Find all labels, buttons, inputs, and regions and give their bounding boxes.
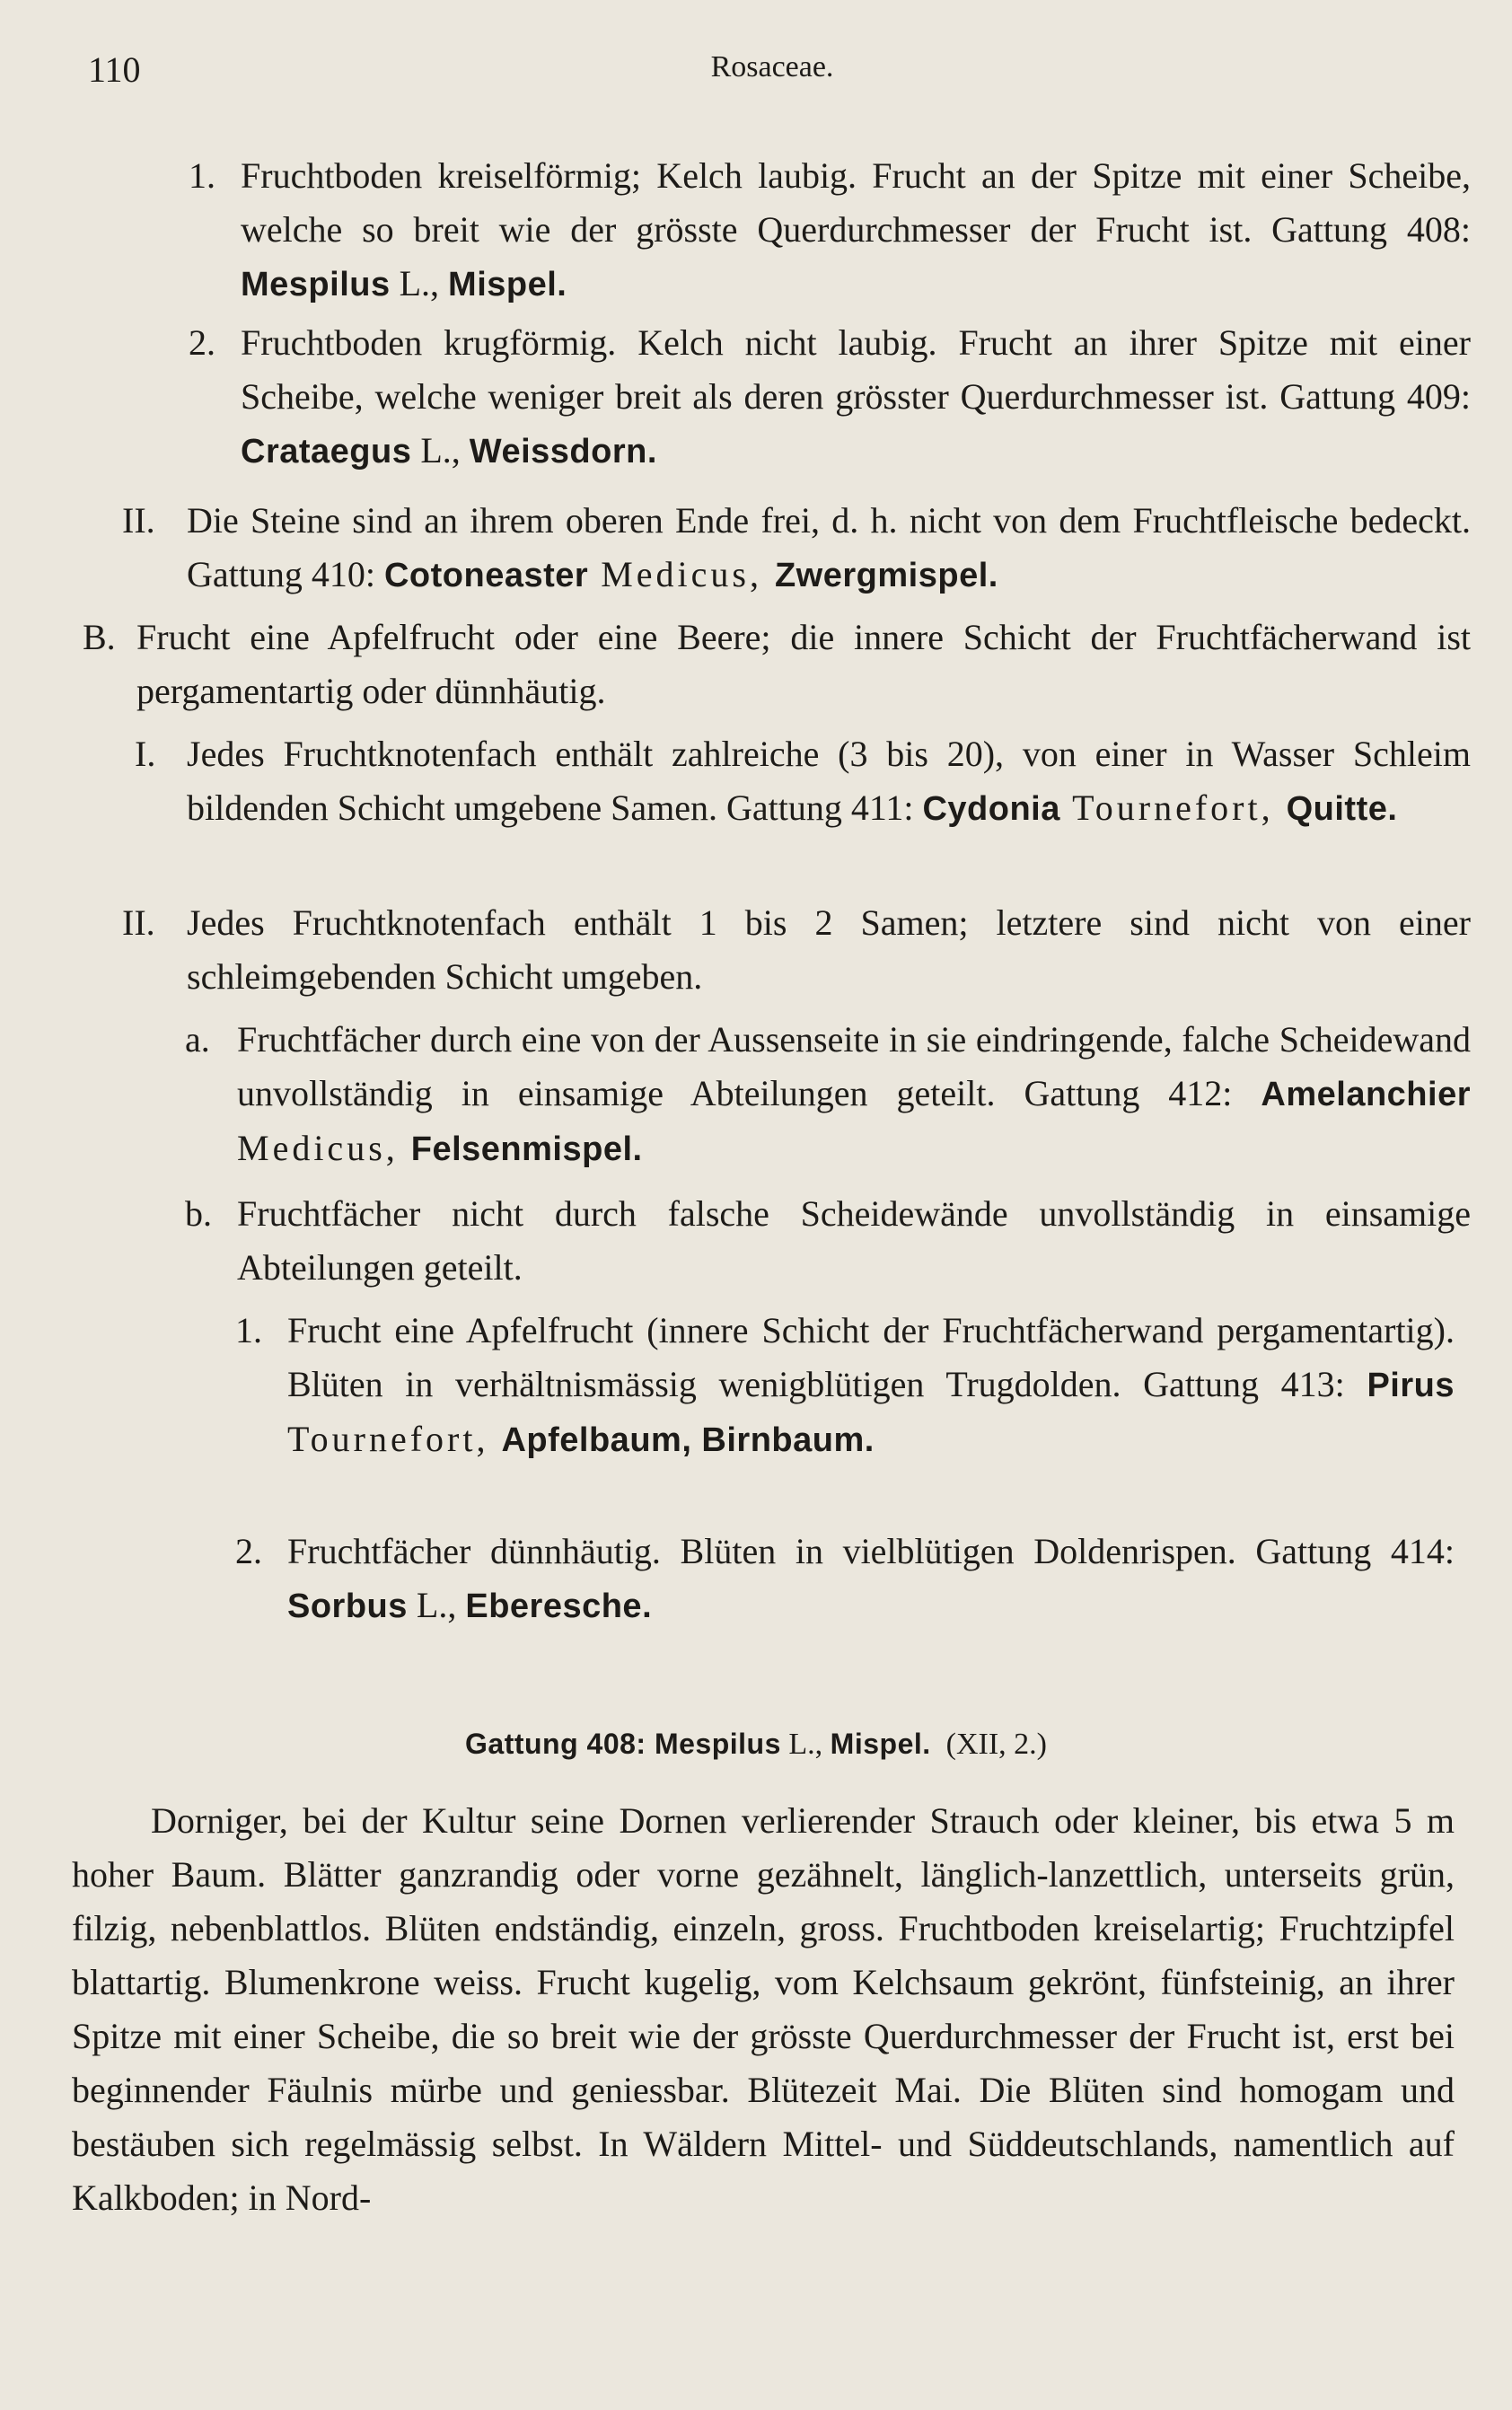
key-text: Fruchtfächer dünnhäutig. Blüten in vielblütigen Doldenrispen. Gattung 414: bbox=[287, 1531, 1455, 1571]
key-entry-a-i-2 bbox=[189, 316, 1471, 479]
key-entry-b-i bbox=[135, 727, 1471, 836]
key-text: Fruchtfächer durch eine von der Aussenseite in sie eindringende, falche Scheidewand unvollständig in einsamige Abteilungen geteilt. Gattung 412: bbox=[237, 1019, 1471, 1113]
key-text: Fruchtfächer nicht durch falsche Scheidewände unvollständig in einsamige Abteilungen geteilt. bbox=[237, 1193, 1471, 1288]
heading-common-name: Mispel. bbox=[830, 1728, 931, 1760]
key-text: Fruchtboden krugförmig. Kelch nicht laubig. Frucht an ihrer Spitze mit einer Scheibe, welche weniger breit als deren grösster Querdurchmesser ist. Gattung 409: bbox=[241, 322, 1471, 417]
key-entry-b-ii-b-1 bbox=[235, 1304, 1455, 1467]
genus-author: L., bbox=[411, 430, 470, 471]
key-entry-a-ii bbox=[122, 494, 1471, 602]
key-marker: 1. bbox=[235, 1310, 262, 1350]
key-text: Jedes Fruchtknotenfach enthält 1 bis 2 Samen; letztere sind nicht von einer schleimgebenden Schicht umgeben. bbox=[187, 902, 1471, 997]
common-name: Eberesche. bbox=[465, 1588, 653, 1625]
genus-name: Cotoneaster bbox=[383, 557, 589, 594]
key-marker: b. bbox=[185, 1193, 212, 1234]
genus-name: Sorbus bbox=[287, 1588, 408, 1625]
genus-author: L., bbox=[390, 263, 449, 303]
genus-author: Medicus, bbox=[237, 1128, 411, 1168]
common-name: Quitte. bbox=[1286, 790, 1398, 828]
genus-name: Pirus bbox=[1367, 1367, 1455, 1404]
genus-name: Amelanchier bbox=[1261, 1076, 1471, 1113]
key-entry-b-ii bbox=[122, 896, 1471, 1004]
genus-name: Mespilus bbox=[241, 266, 391, 303]
genus-description: Dorniger, bei der Kultur seine Dornen verlierender Strauch oder kleiner, bis etwa 5 m hoher Baum. Blätter ganzrandig oder vorne gezähnelt, länglich-lanzettlich, unterseits grün, filzig, nebenblattlos. Blüten endständig, einzeln, gross. Fruchtboden kreiselartig; Fruchtzipfel blattartig. Blumenkrone weiss. Frucht kugelig, vom Kelchsaum gekrönt, fünfsteinig, an ihrer Spitze mit einer Scheibe, die so breit wie der grösste Querdurchmesser der Frucht ist, erst bei beginnender Fäulnis mürbe und geniessbar. Blütezeit Mai. Die Blüten sind homogam und bestäuben sich regelmässig selbst. In Wäldern Mittel- und Süddeutschlands, namentlich auf Kalkboden; in Nord- bbox=[72, 1800, 1455, 2218]
key-entry-b bbox=[83, 611, 1471, 718]
heading-author: L., bbox=[780, 1728, 831, 1761]
key-entry-b-ii-a bbox=[185, 1013, 1471, 1176]
common-name: Apfelbaum, Birnbaum. bbox=[501, 1421, 875, 1459]
heading-genus: Mespilus bbox=[654, 1728, 781, 1760]
common-name: Mispel. bbox=[448, 266, 567, 303]
genus-author: Medicus, bbox=[588, 554, 775, 594]
genus-name: Crataegus bbox=[241, 433, 412, 471]
heading-prefix: Gattung 408: bbox=[465, 1728, 655, 1760]
key-marker: 1. bbox=[189, 155, 215, 196]
page-number: 110 bbox=[88, 49, 141, 90]
genus-author: L., bbox=[407, 1585, 466, 1625]
running-head: Rosaceae. bbox=[710, 50, 834, 84]
genus-name: Cydonia bbox=[922, 790, 1060, 828]
common-name: Zwergmispel. bbox=[774, 557, 998, 594]
key-marker: II. bbox=[122, 500, 155, 541]
common-name: Weissdorn. bbox=[469, 433, 657, 471]
key-marker: B. bbox=[83, 617, 116, 657]
key-marker: 2. bbox=[189, 322, 215, 363]
key-entry-a-i-1 bbox=[189, 149, 1471, 312]
key-entry-b-ii-b-2 bbox=[235, 1525, 1455, 1633]
key-marker: II. bbox=[122, 902, 155, 943]
key-text: Frucht eine Apfelfrucht (innere Schicht der Fruchtfächerwand pergamentartig). Blüten in verhältnismässig wenigblütigen Trugdolden. Gattung 413: bbox=[287, 1310, 1455, 1404]
common-name: Felsenmispel. bbox=[410, 1130, 643, 1168]
key-text: Frucht eine Apfelfrucht oder eine Beere; die innere Schicht der Fruchtfächerwand ist pergamentartig oder dünnhäutig. bbox=[136, 617, 1471, 711]
genus-author: Tournefort, bbox=[1059, 787, 1287, 828]
key-marker: I. bbox=[135, 734, 156, 774]
genus-author: Tournefort, bbox=[287, 1419, 502, 1459]
key-text: Fruchtboden kreiselförmig; Kelch laubig. Frucht an der Spitze mit einer Scheibe, welche so breit wie der grösste Querdurchmesser der Frucht ist. Gattung 408: bbox=[241, 155, 1471, 250]
key-text: Die Steine sind an ihrem oberen Ende frei, d. h. nicht von dem Fruchtfleische bedeckt. Gattung 410: bbox=[187, 500, 1471, 594]
genus-section-heading bbox=[0, 1722, 1512, 1766]
key-entry-b-ii-b bbox=[185, 1187, 1471, 1295]
key-text: Jedes Fruchtknotenfach enthält zahlreiche (3 bis 20), von einer in Wasser Schleim bildenden Schicht umgebene Samen. Gattung 411: bbox=[187, 734, 1471, 828]
key-marker: 2. bbox=[235, 1531, 262, 1571]
heading-linnaean-class: (XII, 2.) bbox=[930, 1728, 1047, 1761]
key-marker: a. bbox=[185, 1019, 210, 1060]
